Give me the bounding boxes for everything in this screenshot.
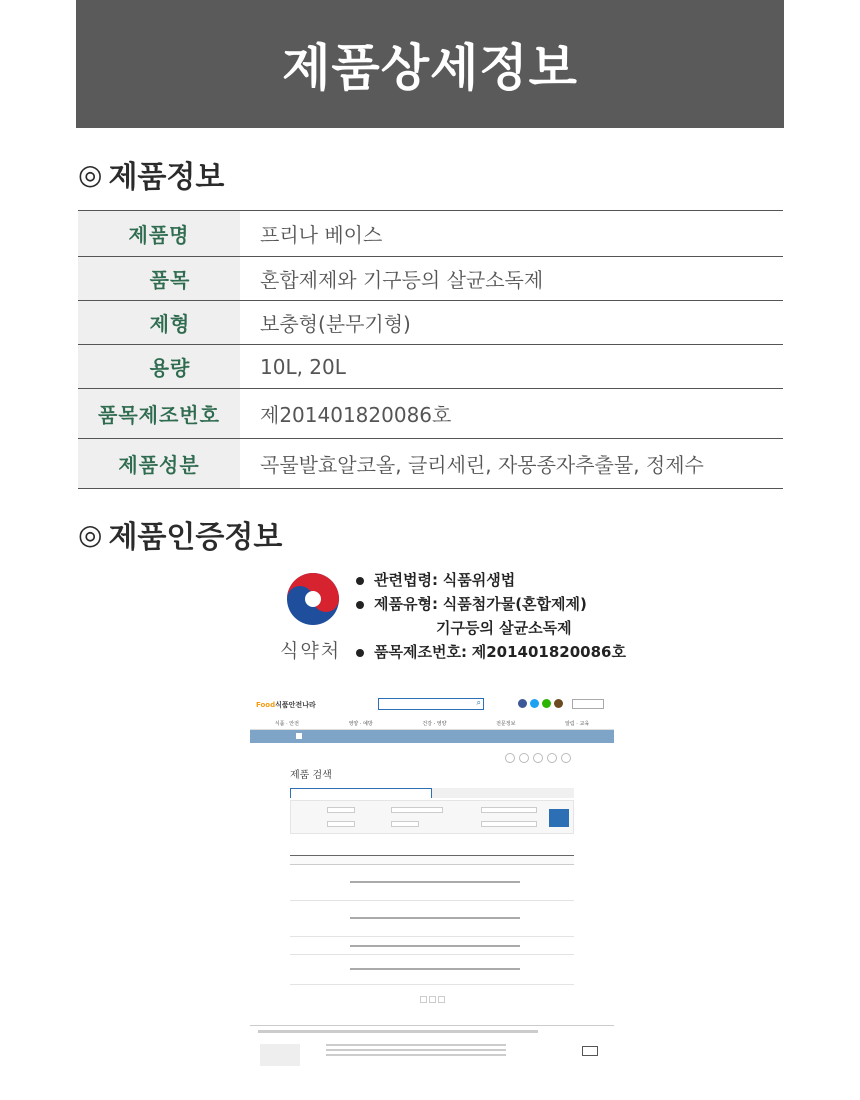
cert-label: 품목제조번호: — [374, 643, 467, 661]
row-content — [350, 881, 520, 883]
bullet-icon — [356, 577, 364, 585]
embedded-tab — [290, 788, 432, 798]
product-info-heading — [78, 152, 224, 196]
table-row — [290, 937, 574, 955]
table-row — [78, 389, 783, 439]
embedded-result-table — [290, 855, 574, 985]
row-value-product-name: 프리나 베이스 — [260, 223, 383, 247]
row-label-form: 제형 — [78, 301, 240, 345]
cert-label: 관련법령: — [374, 571, 438, 589]
blog-icon — [542, 699, 551, 708]
facebook-icon — [518, 699, 527, 708]
header-banner — [76, 0, 784, 128]
row-value-form: 보충형(분무기형) — [260, 312, 411, 336]
table-row — [290, 901, 574, 937]
row-label-capacity: 용량 — [78, 345, 240, 389]
mfds-logo-icon — [286, 572, 340, 626]
embedded-tabs — [290, 788, 574, 798]
cert-info-title: 제품인증정보 — [108, 520, 283, 555]
embedded-social-icons — [518, 699, 563, 708]
row-value-capacity: 10L, 20L — [260, 354, 346, 379]
logo-prefix: Food — [256, 701, 276, 709]
product-info-title: 제품정보 — [108, 160, 225, 195]
footer-logo — [260, 1044, 300, 1066]
embedded-screenshot — [250, 690, 614, 1075]
twitter-icon — [530, 699, 539, 708]
form-field — [481, 821, 537, 827]
nav-item: 식품 · 안전 — [274, 721, 299, 727]
bullet-icon — [356, 649, 364, 657]
table-row — [78, 257, 783, 301]
embedded-pagination — [420, 996, 445, 1003]
embedded-tab — [432, 788, 574, 798]
row-value-item: 혼합제제와 기구등의 살균소독제 — [260, 268, 544, 292]
table-row — [78, 211, 783, 257]
row-label-ingredients: 제품성분 — [78, 439, 240, 489]
page-next — [438, 996, 445, 1003]
table-row — [78, 301, 783, 345]
list-item — [356, 568, 626, 592]
embedded-header — [250, 690, 614, 718]
search-icon: ⌕ — [476, 698, 481, 707]
circle-mark-icon: ◎ — [78, 157, 103, 191]
row-content — [350, 917, 520, 919]
table-row — [290, 955, 574, 985]
row-content — [350, 968, 520, 970]
embedded-search-box — [378, 698, 484, 710]
form-field — [327, 807, 355, 813]
form-field — [391, 821, 419, 827]
embedded-nav — [250, 718, 614, 730]
form-field — [391, 807, 443, 813]
embedded-tool-icons — [505, 753, 571, 763]
logo-site-name: 식품안전나라 — [275, 701, 316, 709]
list-item — [356, 592, 626, 616]
cert-list — [356, 568, 626, 664]
form-field — [327, 821, 355, 827]
cert-label: 제품유형: — [374, 595, 438, 613]
share-icon — [561, 753, 571, 763]
footer-copyright — [326, 1044, 506, 1058]
nav-item: 영양 · 예방 — [348, 721, 373, 727]
list-item — [356, 616, 626, 640]
mail-icon — [519, 753, 529, 763]
cert-info-heading — [78, 512, 282, 556]
print-icon — [505, 753, 515, 763]
cert-value: 기구등의 살균소독제 — [436, 619, 572, 637]
row-label-report-number: 품목제조번호 — [78, 389, 240, 439]
bullet-icon — [356, 601, 364, 609]
nav-item: 전문정보 — [496, 721, 516, 727]
twitter-icon — [547, 753, 557, 763]
row-value-report-number: 제201401820086호 — [260, 403, 452, 427]
row-value-ingredients: 곡물발효알코올, 글리세린, 자몽종자추출물, 정제수 — [260, 453, 704, 477]
embedded-menu-button — [572, 699, 604, 709]
row-content — [350, 945, 520, 947]
embedded-search-form — [290, 800, 574, 834]
page-prev — [420, 996, 427, 1003]
circle-mark-icon: ◎ — [78, 517, 103, 551]
embedded-search-button — [549, 809, 569, 827]
nav-item: 건강 · 영양 — [422, 721, 447, 727]
facebook-icon — [533, 753, 543, 763]
row-label-item: 품목 — [78, 257, 240, 301]
list-item — [356, 640, 626, 664]
footer-links — [258, 1030, 538, 1033]
footer-badge — [582, 1046, 598, 1056]
embedded-location-bar — [250, 730, 614, 743]
embedded-footer — [250, 1025, 614, 1075]
cert-value: 식품위생법 — [442, 571, 516, 589]
cert-block — [280, 566, 640, 666]
product-info-table — [78, 210, 783, 489]
row-label-product-name: 제품명 — [78, 211, 240, 257]
mfds-logo-text: 식약처 — [280, 640, 342, 662]
table-row — [78, 345, 783, 389]
page-title: 제품상세정보 — [282, 39, 578, 97]
nav-item: 알림 · 교육 — [565, 721, 590, 727]
table-row — [290, 865, 574, 901]
embedded-page-title: 제품 검색 — [290, 770, 332, 781]
kakao-icon — [554, 699, 563, 708]
cert-value: 식품첨가물(혼합제제) — [442, 595, 587, 613]
table-header — [290, 855, 574, 865]
cert-value: 제201401820086호 — [471, 643, 626, 661]
home-icon — [296, 733, 302, 739]
table-row — [78, 439, 783, 489]
page-number — [429, 996, 436, 1003]
embedded-logo — [256, 700, 316, 710]
form-field — [481, 807, 537, 813]
